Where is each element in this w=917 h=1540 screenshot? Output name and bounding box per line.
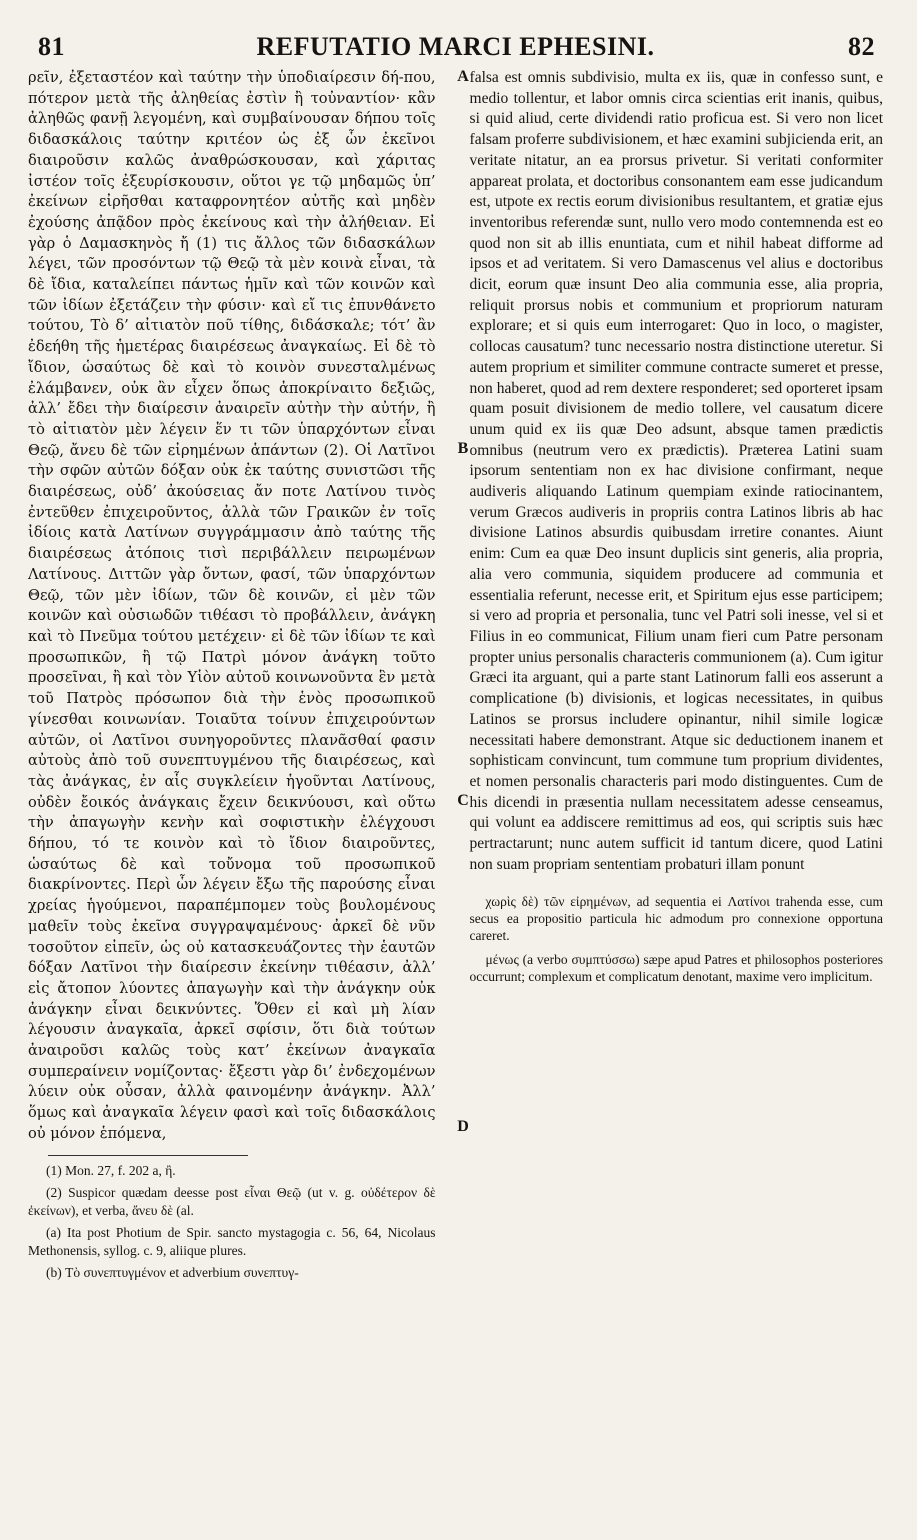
footnote-1: (1) Mon. 27, f. 202 a, ἢ. <box>46 1162 176 1178</box>
latin-column-notes <box>470 893 883 985</box>
footnote-b-continued: μένως (a verbo συμπτύσσω) sæpe apud Patres et philosophos posteriores occurrunt; complexum et complicatum denotant, maxime vero implicitum. <box>469 952 883 985</box>
running-header <box>28 28 883 68</box>
margin-marker-d: D <box>457 1118 469 1135</box>
section-markers <box>448 68 478 1287</box>
page-number-right: 82 <box>848 32 875 61</box>
two-column-body <box>28 68 883 1287</box>
margin-marker-a: A <box>457 68 469 85</box>
page-number-left: 81 <box>38 32 65 61</box>
footnote-b: (b) Τὸ συνεπτυγμένον et adverbium συνεπτυγ- <box>46 1265 299 1281</box>
footnote-2-continued: χωρὶς δὲ) τῶν εἰρημένων, ad sequentia ei Λατίνοι trahenda esse, cum secus ea propositio particula hic admodum pro connexione opportuna careret. <box>469 894 883 944</box>
greek-body-text: ρεῖν, ἐξεταστέον καὶ ταύτην τὴν ὑποδιαίρεσιν δή-που, πότερον μετὰ τῆς ἀληθείας ἐστὶν ἢ τοὐναντίον· κἂν ἀληθῶς φανῇ λεγομένη, καὶ συμβαίνουσαν δήπου τοῖς διδασκάλοις ταύτην κριτέον ὡς ἐξ ὧν ἐκεῖνοι διαιροῦσιν καλῶς ἀναθρώσκουσαν, καὶ χάριτας ἰστέον τοῖς ἐξευρίσκουσιν, οὕτοι γε τῷ μηδαμῶς ὑπ’ ἐκείνων εἰρῆσθαι καταφρονητέον αὐτῆς καὶ μηδὲν ἐχούσης ἀπᾷδον πρὸς ἐκείνους καὶ τὴν ἀλήθειαν. Εἰ γὰρ ὁ Δαμασκηνὸς ἤ (1) τις ἄλλος τῶν διδασκάλων λέγει, τῶν προσόντων τῷ Θεῷ τὰ μὲν κοινὰ εἶναι, τὰ δὲ ἴδια, καταλείπει πάντως ἡμῖν καὶ τῶν κοινῶν καὶ τῶν ἰδίων ἐξετάζειν τὴν φύσιν· καὶ εἴ τις ἐπυνθάνετο τούτου, Τὸ δ’ αἰτιατὸν ποῦ τίθης, διδάσκαλε; τότ’ ἂν ἐδεήθη τῆς ἡμετέρας διαιρέσεως ἀναγκαίως. Εἰ δὲ τὸ ἴδιον, ὡσαύτως δὲ καὶ τὸ κοινὸν συνεσταλμένως ἐλάμβανεν, οὐκ ἂν εἶχεν ὅπως ἀποκρίναιτο δεξιῶς, ἀλλ’ ἔδει τὴν διαίρεσιν ἀναιρεῖν αὐτὴν τὴν αὐτήν, ἢ τὸ αἰτιατὸν μὲν λέγειν ἕν τι τῶν ὑπαρχόντων εἶναι Θεῷ, ἄνευ δὲ τῶν εἰρημένων ἁπάντων (2). Οἱ Λατῖνοι τὴν σφῶν αὐτῶν δόξαν οὐκ ἐκ ταύτης συνιστῶσι τῆς διαιρέσεως, οὐδ’ ἀκούσειας ἄν ποτε Λατίνου τινὸς ἐντεῦθεν ἐπιχειροῦντος, ἀλλὰ τῶν Γραικῶν ἐν τοῖς ἰδίοις κατὰ Λατίνων συγγράμμασιν ἀπὸ ταύτης τῆς διαιρέσεως ἀτόποις τισὶ περιβάλλειν πειρωμένων Λατίνους. Διττῶν γὰρ ὄντων, φασί, τῶν ὑπαρχόντων Θεῷ, τῶν μὲν ἰδίων, τῶν δὲ κοινῶν, εἰ μὲν τῶν κοινῶν καὶ οὐσιωδῶν τιθέασι τὸ προβάλλειν, ἀνάγκη καὶ τὸ Πνεῦμα τούτου μετέχειν· εἰ δὲ τῶν ἰδίων τε καὶ προσωπικῶν, ἢ τῷ Πατρὶ μόνον ἀνάγκη τοῦτο προσεῖναι, ἢ καὶ τὸν Υἱὸν αὐτοῦ κοινωνοῦντα ἓν μετὰ τοῦ Πατρὸς πρόσωπον διὰ τὴν ἑνὸς προσωπικοῦ γίνεσθαι κοινωνίαν. Τοιαῦτα τοίνυν ἐπιχειρούντων αὐτῶν, οἱ Λατῖνοι συνηγοροῦντες πλανᾶσθαί φασιν αὐτοὺς ἀπὸ τοῦ συνεπτυγμένου τῆς διαιρέσεως, καὶ τὰς ἀνάγκας, ἐν αἷς συγκλείειν ἡγοῦνται Λατίνους, οὐδὲν ἔοικός ἀνάγκαις ἔχειν δεικνύουσι, καὶ οὕτω τὴν ἀπαγωγὴν κενὴν καὶ σοφιστικὴν ἐλέγχουσι δήπου, τό τε κοινὸν καὶ τὸ ἴδιον διαιροῦντες, ὡσαύτως δὲ καὶ τοὔνομα τοῦ προσωπικοῦ διακρίνοντες. Περὶ ὧν λέγειν ἔξω τῆς παρούσης εἶναι χρείας ἡγούμενοι, παραπέμπομεν τοὺς βουλομένους μαθεῖν τοὺς ἐκεῖνα συγγραψαμένους· ἀρκεῖ δὲ νῦν τοσοῦτον εἰπεῖν, ὡς οὐ κατασκευάζοντες τὴν ἑαυτῶν δόξαν Λατῖνοι τὴν διαίρεσιν ἐκείνην τιθέασιν, ἀλλ’ εἰς ἄτοπον λύοντες ἀπαγωγὴν καὶ τὴν ἀνάγκην οὐκ ἀνάγκην εἶναι δεικνύντες. Ὅθεν εἰ καὶ μὴ λίαν λέγουσιν ἀναγκαῖα, ἀρκεῖ σφίσιν, ὅτι διὰ τούτων ἀναιροῦσι καλῶς τοὺς κατ’ ἐκείνων ἀναγκαῖα συμπεραίνειν νομίζοντας· ἔξεστι γὰρ δι’ ἐνδεχομένων λύειν οὐκ οὖσαν, ἀλλὰ φαινομένην ἀνάγκην. Ἀλλ’ ὅμως καὶ ἀναγκαῖα λέγειν φασὶ καὶ τοῖς διδασκάλοις οὐ μόνον ἑπόμενα, <box>28 69 436 1142</box>
greek-column <box>28 68 436 1287</box>
greek-column-notes <box>28 1162 436 1282</box>
footnote-a: (a) Ita post Photium de Spir. sancto mystagogia c. 56, 64, Nicolaus Methonensis, syllog. c. 9, aliique plures. <box>28 1225 436 1258</box>
margin-marker-c: C <box>457 792 469 809</box>
footnote-divider <box>48 1155 248 1156</box>
margin-marker-b: B <box>457 440 469 457</box>
footnote-2: (2) Suspicor quædam deesse post εἶναι Θεῷ (ut v. g. οὐδέτερον δὲ ἐκείνων), et verba, ἄνευ δὲ (al. <box>28 1185 436 1218</box>
latin-body-text: falsa est omnis subdivisio, multa ex iis, quæ in confesso sunt, e medio tollentur, et labor omnis circa scientias erit inanis, quibus, si quid aliud, certe dividendi ratio proficua est. Si vero non licet falsam proferre subdivisionem, et hæc examini subjicienda erit, an veritate nitatur, an ea prorsus privetur. Si veritati conformiter appareat prolata, et doctoribus consonantem eam esse judicandum est, utpote ex rectis eorum divisionibus resultantem, et gratiæ ejus inventoribus referendæ sunt, nullo vero modo contemnenda est eo quod non sit ab illis enuntiata, cum et nihil habeat difforme ad ipsos et ad veritatem. Si vero Damascenus vel alius e doctoribus dicit, eorum quæ insunt Deo alia communia esse, alia propria, reliquit prorsus nobis et communium et propriorum naturam explorare; et si quis eum interrogaret: Quo in loco, o magister, collocas causatum? tunc necessario nostra distinctione uteretur. Si autem proprium et similiter commune contracte sumeret et presse, non haberet, quod ad rem dextere responderet; sed oporteret ipsam quam posuit divisionem de medio tollere, vel causatum dicere unum quid ex iis quæ Deo adsunt, absque tamen prædictis omnibus (neutrum vero ex prædictis). Præterea Latini suam ipsorum sententiam non ex hac divisione confirmant, neque audiveris aliquando Latinum quempiam exinde ratiocinantem, verum Græcos audiveris in propriis contra Latinos libris ab hac divisione Latinos absurdis quibusdam irretire conantes. Aiunt enim: Cum ea quæ Deo insunt duplicis sint generis, alia propria, alia vero communia, siquidem producere ad communia et essentialia referunt, necesse erit, et Spiritum ejus esse participem; si vero ad propria et personalia, tunc vel Patri soli inesse, vel si et Filius in eo communicat, Filium unam fieri cum Patre personam propter unius personalis characteris communionem (a). Cum igitur Græci ita arguant, qui a parte stant Latinorum falli eos asserunt a complicatione (b) divisionis, et logicas necessitates, in quibus Latinos se prorsus includere opinantur, nihil simile logicæ necessitati habere demonstrant. Atque sic deductionem inanem et sophisticam convincunt, tum commune tum proprium dividentes, et nomen personalis characteris pari modo distinguentes. Cum de his dicendi in præsentia nullam necessitatem adesse censeamus, qui volunt ea addiscere remittimus ad eos, qui scriptis suis hæc pertractarunt; nunc autem sufficit id tantum dicere, quod Latini non suam propriam sententiam probaturi illam ponunt <box>469 69 883 873</box>
running-title: REFUTATIO MARCI EPHESINI. <box>256 32 655 61</box>
latin-column <box>470 68 883 1287</box>
